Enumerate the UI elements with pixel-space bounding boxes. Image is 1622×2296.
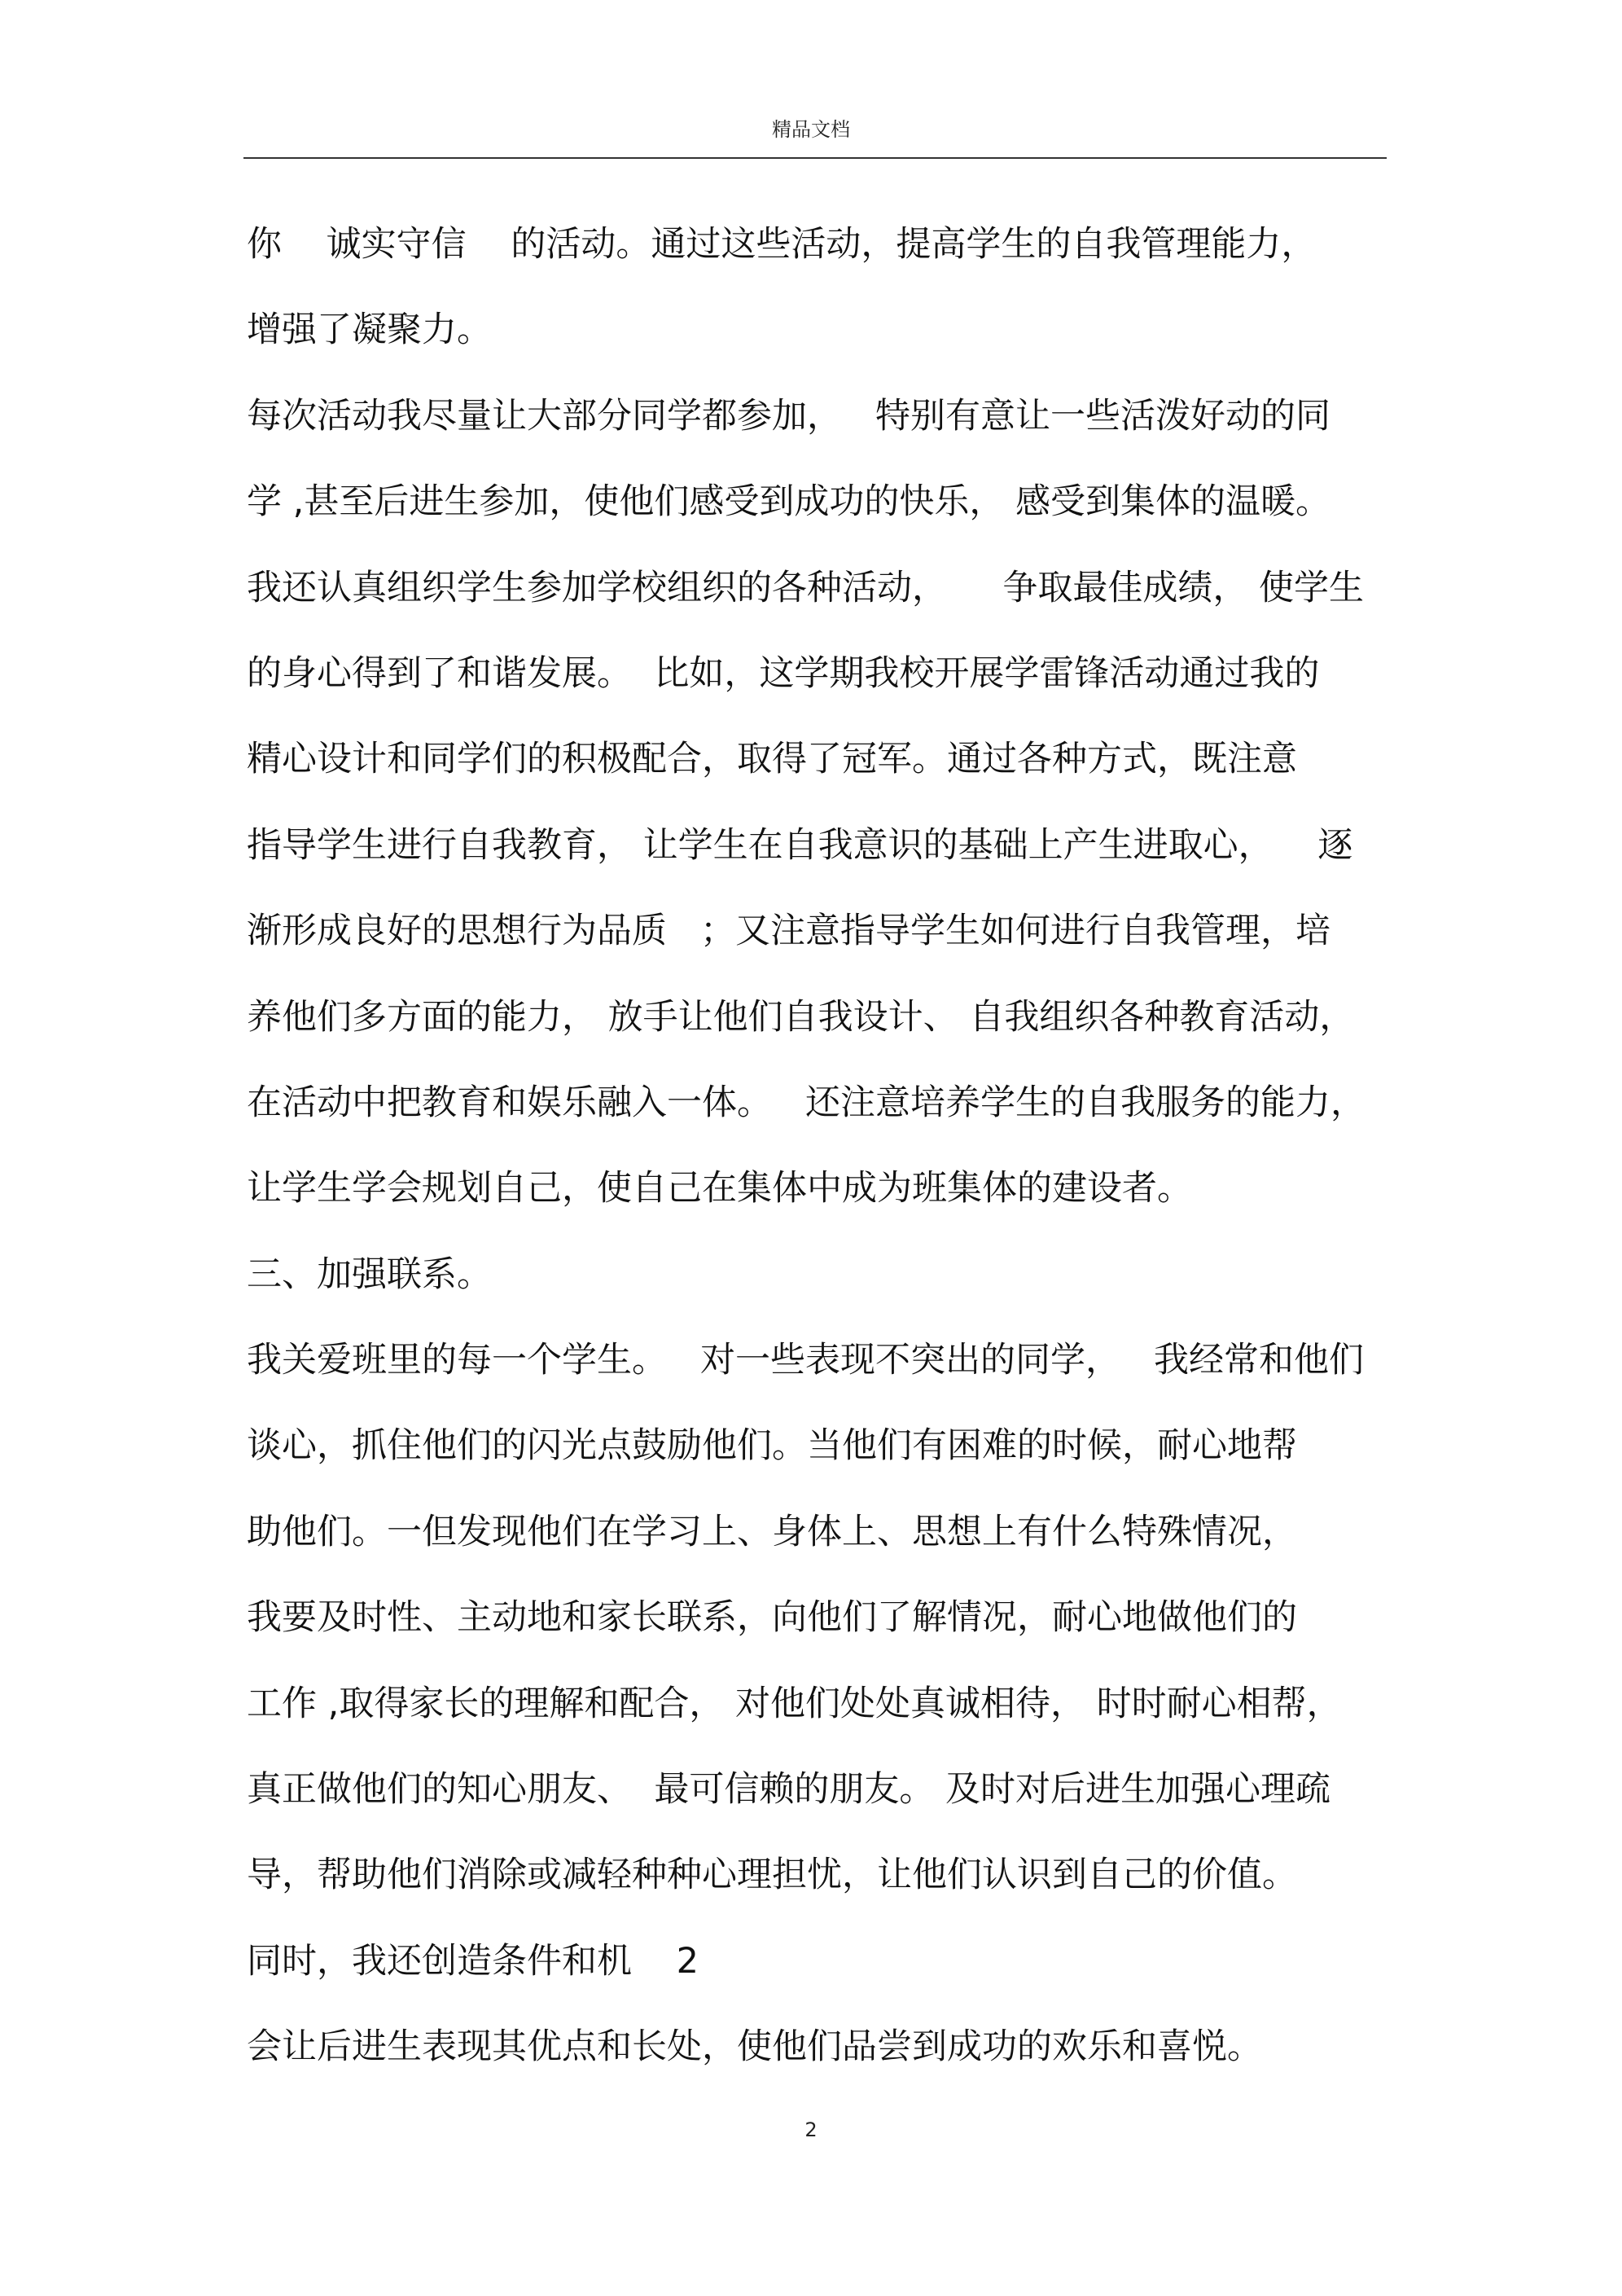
text-line: 增强了凝聚力。 bbox=[247, 309, 492, 351]
text-line: 你 诚实守信 的活动。通过这些活动，提高学生的自我管理能力， bbox=[247, 224, 1317, 265]
header-title: 精品文档 bbox=[772, 118, 850, 141]
body-text bbox=[247, 202, 1403, 2091]
page-number: 2 bbox=[804, 2118, 818, 2141]
text-line: 我关爱班里的每一个学生。 对一些表现不突出的同学， 我经常和他们 bbox=[247, 1340, 1365, 1381]
text-line: 养他们多方面的能力， 放手让他们自我设计、 自我组织各种教育活动， bbox=[247, 996, 1355, 1038]
text-line: 渐形成良好的思想行为品质 ；又注意指导学生如何进行自我管理，培 bbox=[247, 911, 1331, 952]
section-heading: 三、加强联系。 bbox=[247, 1253, 492, 1295]
text-line: 我要及时性、主动地和家长联系，向他们了解情况，耐心地做他们的 bbox=[247, 1597, 1297, 1639]
text-line: 让学生学会规划自己，使自己在集体中成为班集体的建设者。 bbox=[247, 1168, 1192, 1209]
header-divider bbox=[243, 157, 1387, 159]
text-line: 会让后进生表现其优点和长处，使他们品尝到成功的欢乐和喜悦。 bbox=[247, 2026, 1262, 2068]
text-line: 工作 ,取得家长的理解和配合， 对他们处处真诚相待， 时时耐心相帮， bbox=[247, 1683, 1342, 1724]
text-line: 的身心得到了和谐发展。 比如，这学期我校开展学雷锋活动通过我的 bbox=[247, 652, 1320, 694]
text-line: 学 ,甚至后进生参加，使他们感受到成功的快乐， 感受到集体的温暖。 bbox=[247, 481, 1331, 523]
text-line: 指导学生进行自我教育， 让学生在自我意识的基础上产生进取心， 逐 bbox=[247, 824, 1353, 866]
text-line: 谈心，抓住他们的闪光点鼓励他们。当他们有困难的时候，耐心地帮 bbox=[247, 1425, 1297, 1467]
text-line: 在活动中把教育和娱乐融入一体。 还注意培养学生的自我服务的能力， bbox=[247, 1082, 1366, 1123]
text-line: 精心设计和同学们的积极配合，取得了冠军。通过各种方式，既注意 bbox=[247, 739, 1297, 780]
text-line: 我还认真组织学生参加学校组织的各种活动， 争取最佳成绩， 使学生 bbox=[247, 567, 1365, 608]
text-line: 真正做他们的知心朋友、 最可信赖的朋友。 及时对后进生加强心理疏 bbox=[247, 1769, 1331, 1811]
text-line: 助他们。一但发现他们在学习上、身体上、思想上有什么特殊情况， bbox=[247, 1511, 1297, 1552]
text-line: 导，帮助他们消除或减轻种种心理担忧，让他们认识到自己的价值。 bbox=[247, 1855, 1297, 1896]
text-line: 同时，我还创造条件和机 2 bbox=[247, 1940, 699, 1982]
text-line: 每次活动我尽量让大部分同学都参加， 特别有意让一些活泼好动的同 bbox=[247, 395, 1331, 437]
